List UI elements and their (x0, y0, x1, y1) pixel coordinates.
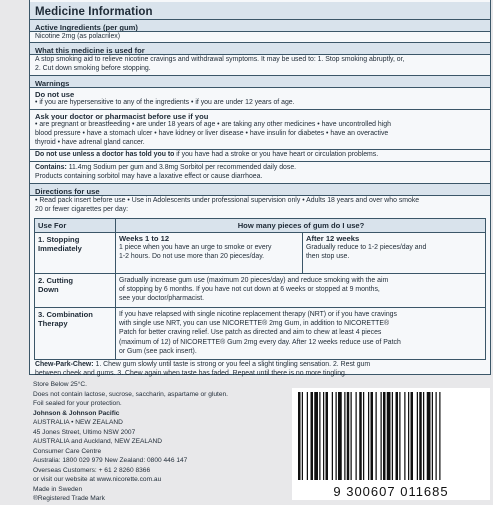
weeks-cell (116, 233, 302, 273)
text-line: • Read pack insert before use • Use in Adolescents under professional supervision only • Adults 18 years and over who smoke (35, 197, 420, 204)
text-line: see your doctor/pharmacist. (119, 295, 205, 303)
contains-text (30, 163, 490, 182)
barcode-bar (376, 392, 377, 480)
barcode-bar (408, 392, 409, 480)
barcode-bar (387, 392, 391, 480)
overseas-phone: Overseas Customers: + 61 2 8260 8366 (33, 466, 151, 474)
barcode-bar (298, 392, 301, 480)
what-used-for-heading: What this medicine is used for (35, 46, 145, 54)
text-line: A stop smoking aid to relieve nicotine cravings and withdrawal symptoms. It may be used to: 1. Stop smoking abruptly, or, (35, 56, 405, 63)
stroke-warning-text: if you have had a stroke or you have heart or circulation problems. (174, 151, 379, 158)
barcode-bar (381, 392, 382, 480)
barcode-bar (436, 392, 437, 480)
phone-numbers: Australia: 1800 029 979 New Zealand: 0800 446 147 (33, 457, 188, 464)
what-used-for-text (30, 55, 490, 75)
website-text: or visit our website at www.nicorette.com.au (33, 476, 162, 483)
active-ingredients-text: Nicotine 2mg (as polacrilex) (35, 33, 121, 40)
label-line: 2. Cutting (38, 276, 74, 285)
trademark-note: ®Registered Trade Mark (33, 495, 105, 502)
text-line: 1 piece when you have an urge to smoke or every (119, 244, 272, 252)
do-not-use-text: • if you are hypersensitive to any of the ingredients • if you are under 12 years of age. (35, 99, 295, 106)
text-line: Patch for better craving relief. Use patch as directed and aim to chew at least 4 pieces (119, 329, 382, 337)
barcode-bar (323, 392, 324, 480)
text-line: 20 or fewer cigarettes per day: (35, 206, 129, 214)
barcode-bar (326, 392, 329, 480)
made-in: Made in Sweden (33, 485, 83, 493)
barcode-bar (302, 392, 303, 480)
weeks-header: Weeks 1 to 12 (119, 234, 170, 243)
ask-doctor-heading: Ask your doctor or pharmacist before use if you (35, 112, 209, 120)
how-many-header: How many pieces of gum do I use? (237, 221, 365, 230)
ask-doctor-header (30, 110, 490, 120)
text-line: 1. Chew gum slowly until taste is strong or you feel a slight tingling sensation. 2. Rest gum (93, 361, 371, 368)
barcode-bar (311, 392, 314, 480)
panel-title: Medicine Information (35, 6, 153, 18)
barcode-bar (419, 392, 422, 480)
label-line: 1. Stopping (38, 235, 80, 244)
active-ingredients-heading: Active Ingredients (per gum) (35, 23, 138, 31)
chew-park-chew-label: Chew-Park-Chew: (35, 361, 94, 368)
do-not-use-heading: Do not use (35, 90, 75, 98)
barcode-icon (292, 388, 490, 500)
barcode-bar (423, 392, 424, 480)
sorbitol-note: Products containing sorbitol may have a laxative effect or cause diarrhoea. (35, 173, 263, 181)
barcode-digits: 9 300607 011685 (333, 484, 449, 499)
directions-heading: Directions for use (35, 187, 100, 195)
cutting-text (116, 274, 487, 307)
stroke-warning (30, 150, 490, 160)
text-line: Gradually reduce to 1-2 pieces/day and (306, 244, 427, 252)
label-line: Immediately (38, 244, 82, 253)
barcode-bar (427, 392, 431, 480)
barcode-bar (399, 392, 400, 480)
text-line: 1-2 hours. Do not use more than 20 pieces/day. (119, 253, 265, 261)
barcode-bar (392, 392, 393, 480)
company-address: 45 Jones Street, Ultimo NSW 2007 (33, 428, 136, 436)
consumer-care: Consumer Care Centre (33, 447, 102, 455)
company-countries: AUSTRALIA • NEW ZEALAND (33, 419, 123, 426)
column-divider (115, 219, 116, 359)
column-divider (302, 232, 303, 273)
combination-text (116, 308, 487, 359)
company-region: AUSTRALIA and Auckland, NEW ZEALAND (33, 438, 162, 445)
text-line: then stop use. (306, 253, 350, 261)
contains-value: 11.4mg Sodium per gum and 3.8mg Sorbitol per recommended daily dose. (66, 164, 297, 171)
barcode-bar (307, 392, 308, 480)
barcode-bar (338, 392, 342, 480)
barcode (292, 388, 490, 500)
barcode-bar (363, 392, 364, 480)
barcode-bar (411, 392, 414, 480)
active-ingredients-header (30, 20, 490, 31)
use-for-header: Use For (38, 221, 67, 230)
barcode-bar (314, 392, 318, 480)
barcode-bar (336, 392, 337, 480)
medicine-information-panel (29, 0, 491, 378)
ask-doctor-text (30, 120, 490, 149)
barcode-bar (351, 392, 352, 480)
storage-company-info (33, 380, 283, 504)
text-line: between cheek and gums. 3. Chew again when taste has faded. Repeat until there is no more tingling. (35, 370, 347, 378)
directions-table (34, 218, 486, 360)
barcode-bar (359, 392, 362, 480)
barcode-bar (396, 392, 399, 480)
warnings-heading: Warnings (35, 79, 70, 87)
barcode-bar (332, 392, 333, 480)
text-line: (maximum of 12) of NICORETTE® Gum 2mg every day. After 12 weeks reduce use of Patch (119, 338, 401, 346)
title-bar (30, 2, 490, 19)
warnings-header (30, 76, 490, 87)
text-line: or Gum (see pack insert). (119, 347, 197, 355)
barcode-bar (439, 392, 440, 480)
stroke-warning-bold: Do not use unless a doctor has told you to (35, 151, 175, 158)
barcode-bar (347, 392, 350, 480)
barcode-bar (319, 392, 320, 480)
label-line: Therapy (38, 319, 68, 328)
text-line: of stopping by 6 months. If you have not cut down at 6 weeks or stopped at 9 months, (119, 286, 380, 294)
text-line: 2. Cut down smoking before stopping. (35, 65, 151, 73)
text-line: with single use NRT, you can use NICORETTE® 2mg Gum, in addition to NICORETTE® (119, 320, 390, 328)
after-cell (303, 233, 487, 273)
barcode-bar (356, 392, 357, 480)
barcode-bar (383, 392, 386, 480)
label-line: Down (38, 285, 59, 294)
barcode-bar (432, 392, 433, 480)
barcode-bar (344, 392, 345, 480)
ingredients-note: Does not contain lactose, sucrose, saccharin, aspartame or gluten. (33, 390, 228, 398)
divider (30, 161, 490, 162)
company-name: Johnson & Johnson Pacific (33, 409, 120, 417)
after-header: After 12 weeks (306, 234, 360, 243)
barcode-bar (404, 392, 405, 480)
text-line: If you have relapsed with single nicotine replacement therapy (NRT) or if you have cravings (119, 311, 397, 318)
what-used-for-header (30, 43, 490, 54)
text-line: blood pressure • have a stomach ulcer • have kidney or liver disease • have insulin for diabetes • have an overactive (35, 130, 389, 138)
stopping-label (35, 233, 115, 273)
text-line: thyroid • have adrenal gland cancer. (35, 139, 145, 147)
barcode-bar (417, 392, 418, 480)
text-line: • are pregnant or breastfeeding • are under 18 years of age • are taking any other medicines • have uncontrolled high (35, 121, 391, 128)
do-not-use-header (30, 88, 490, 98)
directions-header (30, 184, 490, 195)
foil-note: Foil sealed for your protection. (33, 400, 122, 407)
contains-label: Contains: (35, 164, 67, 171)
text-line: Gradually increase gum use (maximum 20 pieces/day) and reduce smoking with the aim (119, 277, 389, 284)
cutting-label (35, 274, 115, 307)
chew-park-chew-text (30, 360, 490, 379)
combination-label (35, 308, 115, 359)
label-line: 3. Combination (38, 310, 93, 319)
barcode-bar (371, 392, 374, 480)
barcode-bar (368, 392, 369, 480)
storage-text: Store Below 25°C. (33, 381, 87, 388)
directions-text (30, 196, 490, 216)
